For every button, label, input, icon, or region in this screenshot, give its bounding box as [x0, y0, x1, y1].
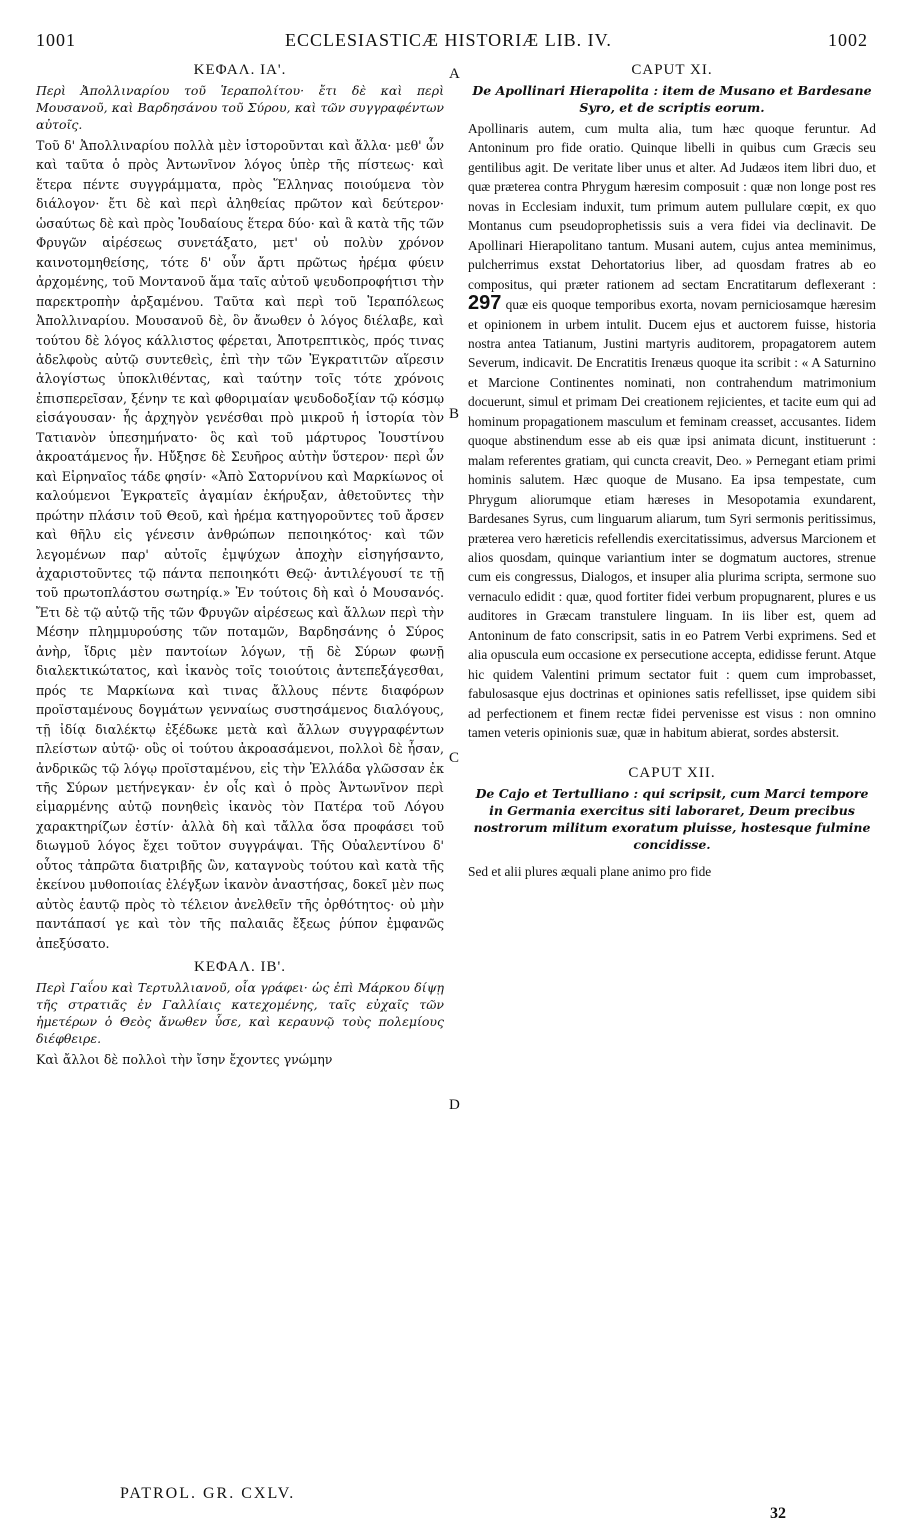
latin-column [468, 62, 876, 881]
greek-chapter-12-text: Καὶ ἄλλοι δὲ πολλοὶ τὴν ἴσην ἔχοντες γνώμην [36, 1052, 333, 1068]
greek-chapter-11-text: Τοῦ δ' Ἀπολλιναρίου πολλὰ μὲν ἱστοροῦνται καὶ ἄλλα· μεθ' ὧν καὶ ταῦτα ὁ πρὸς Ἀντωνῖνον λόγος ὑπὲρ τῆς πίστεως· καὶ ἕτερα πέντε συγγράμματα, πρὸς Ἕλληνας ποιούμενα τὸν διάλογον· ἔτι δὲ καὶ περὶ ἀληθείας πρῶτον καὶ δεύτερον· ὡσαύτως δὲ καὶ πρὸς Ἰουδαίους ἕτερα δύο· καὶ ἃ κατὰ τῆς τῶν Φρυγῶν αἱρέσεως συνετάξατο, μετ' οὐ πολὺν χρόνον καινοτομηθείσης, τότε δ' οὖν ἄρτι πρῶτως ἠρέμα φύειν ἀρχομένης, τοῦ Μοντανοῦ ἅμα ταῖς αὐτοῦ ψευδοπροφήτισι τὴν παρεκτροπὴν ἀρξαμένου. Ταῦτα καὶ περὶ τοῦ Ἱεραπόλεως Ἀπολλιναρίου. Μουσανοῦ δὲ, ὃν ἄνωθεν ὁ λόγος διέλαβε, καὶ τούτου δὲ λόγος κάλλιστος φέρεται, Ἀποτρεπτικὸς, πρός τινας ἀδελφοὺς αὐτῷ συντεθεὶς, ἐπὶ τὴν τῶν Ἐγκρατιτῶν αἵρεσιν ἀλογίστως ὑποκλιθέντας, καὶ ταύτην τοῖς τότε χρόνοις ἐπισπερεῖσαν, ξένην τε καὶ φθοριμαίαν ψευδοδοξίαν τῷ κόσμῳ εἰσάγουσαν· ἧς ἀρχηγὸν γενέσθαι πρὸ μικροῦ ἡ ἱστορία τὸν Τατιανὸν ὑπεσημήνατο· ὃς καὶ τοῦ μάρτυρος Ἰουστίνου ἀκροατάμενος ἦν. Ηὔξησε δὲ Σευῆρος αὐτὴν ὕστερον· περὶ ὧν καὶ Εἰρηναῖος τάδε φησίν· «Ἀπὸ Σατορνίνου καὶ Μαρκίωνος οἱ καλούμενοι Ἐγκρατεῖς ἀγαμίαν ἐκήρυξαν, ἀθετοῦντες τὴν πρώτην πλάσιν τοῦ Θεοῦ, καὶ ἠρέμα κατηγοροῦντες τοῦ ἄρσεν καὶ θῆλυ εἰς γένεσιν ἀνθρώπων πεποιηκότος· καὶ τῶν λεγομένων παρ' αὐτοῖς ἐμψύχων ἀποχὴν εἰσηγήσαντο, ἀχαριστοῦντες τῷ πάντα πεποιηκότι Θεῷ· ἀντιλέγουσί τε τῇ τοῦ πρωτοπλάστου σωτηρίᾳ.» Ἐν τούτοις δὴ καὶ ὁ Μουσανός. Ἔτι δὲ τῷ αὐτῷ τῆς τῶν Φρυγῶν αἱρέσεως καὶ ἄλλων περὶ τὴν Μέσην πλημμυρούσης τῶν ποταμῶν, Βαρδησάνης ὁ Σύρος ἀνὴρ, ἴδρις μὲν παντοίων λόγων, τῇ δὲ Σύρων φωνῇ διαλεκτικώτατος, καὶ ἱκανὸς τοῖς τοιούτοις ἀντεπεξάγεσθαι, πρός τε Μαρκίωνα καὶ τινας ἄλλους πέντε διαφόρων προϊσταμένους δογμάτων γενναίως συστησάμενος διαλόγους, τῇ ἰδίᾳ διαλέκτῳ ἐξέδωκε μετὰ καὶ ἄλλων συγγραφέντων πλείστων αὐτῷ· οὓς οἱ τούτου ἀκροασάμενοι, πολλοὶ δὲ ἦσαν, ἀνδρικῶς τῷ λόγῳ προϊσταμένου, εἰς τὴν Ἑλλάδα γλῶσσαν ἐκ τῆς Σύρων μετήνεγκαν· ἐν οἷς καὶ ὁ πρὸς Ἀντωνῖνον περὶ εἱμαρμένης αὐτῷ πονηθεὶς ἱκανὸς τὸν Πατέρα τοῦ Λόγου χαρακτηρίζων ἐστίν· ἀλλὰ δὴ καὶ τἄλλα ὅσα προφάσει τοῦ διωγμοῦ λόγος ἔχει τοῦτον συγγράψαι. Τῆς Οὐαλεντίνου δ' οὗτος τἀπρῶτα διατριβῆς ὢν, καταγνοὺς τούτου καὶ κατὰ τῆς ἐκείνου μυθοποιίας ἐλέγξων ἱκανὸν ἀναστήσας, δοκεῖ μὲν πως αὐτὸς ἑαυτῷ πρὸς τὸ τέλειον ἀνελθεῖν τῆς ὀρθότητος· οὐ μὴν παντάπασί γε καὶ τὸν τῆς παλαιᾶς ἔξεως ῥύπον ἐμφανῶς ἀπεξύσατο. [36, 138, 444, 951]
greek-chapter-12-summary: Περὶ Γαΐου καὶ Τερτυλλιανοῦ, οἷα γράφει· ὡς ἐπὶ Μάρκου δίψῃ τῆς στρατιᾶς ἐν Γαλλίαις κατεχομένης, ταῖς εὐχαῖς τῶν ἡμετέρων ὁ Θεὸς ἄνωθεν ὗσε, καὶ κεραυνῷ τοὺς πολεμίους διέφθειρε. [36, 980, 444, 1047]
running-title: ECCLESIASTICÆ HISTORIÆ LIB. IV. [285, 30, 612, 50]
latin-chapter-11-summary: De Apollinari Hierapolita : item de Musano et Bardesane Syro, et de scriptis eorum. [472, 83, 872, 115]
signature-number: 32 [770, 1505, 786, 1522]
page-number-right: 1002 [828, 30, 868, 50]
greek-column [36, 62, 444, 1069]
latin-chapter-11-text [468, 119, 876, 743]
latin-chapter-11-title: CAPUT XI. [631, 62, 713, 78]
greek-chapter-11-summary: Περὶ Ἀπολλιναρίου τοῦ Ἱεραπολίτου· ἔτι δὲ καὶ περὶ Μουσανοῦ, καὶ Βαρδησάνου τοῦ Σύρου, καὶ τῶν συγγραφέντων αὐτοῖς. [36, 83, 444, 132]
margin-marker-d: D [449, 1097, 460, 1113]
margin-marker-a: A [449, 66, 460, 82]
margin-marker-c: C [449, 750, 460, 766]
column-number: 297 [468, 292, 502, 315]
margin-marker-b: B [449, 406, 460, 422]
latin-chapter-12-summary: De Cajo et Tertulliano : qui scripsit, cum Marci tempore in Germania exercitus siti laboraret, Deum precibus nostrorum militum exoratum pluisse, hostesque fulmine concidisse. [473, 785, 871, 852]
latin-chapter-11-text-part1: Apollinaris autem, cum multa alia, tum hæc quoque feruntur. Ad Antoninum pro fide oratio. Quinque libelli in quibus cum Græcis seu gentilibus agit. De veritate liber unus et alter. Ad Judæos item libri duo, et quæ præterea contra Phrygum hæresim composuit : quæ non longe post res novas in Ecclesiam induxit, tum primum autem pullulare cœpit, ex quo Montanus cum pseudoprophetissis suis a vera fidei via declinavit. De Apollinari Hierapolitano tantum. Musani autem, cujus antea meminimus, pulcherrimus exstat Dehortatorius liber, ad quosdam fratres ab eo compositus, qui præter rationem ad sectam Encratitarum deflexerant : [468, 121, 876, 292]
page-number-left: 1001 [36, 30, 76, 50]
latin-chapter-12-title: CAPUT XII. [628, 764, 716, 781]
volume-footer: PATROL. GR. CXLV. [120, 1485, 296, 1502]
latin-chapter-12-text: Sed et alii plures æquali plane animo pro fide [468, 863, 712, 879]
greek-chapter-12-title: ΚΕΦΑΛ. ΙΒ'. [194, 959, 286, 976]
greek-chapter-11-title: ΚΕΦΑΛ. ΙΑ'. [193, 62, 287, 78]
running-header [0, 30, 907, 54]
latin-chapter-11-text-part2: quæ eis quoque temporibus exorta, novam perniciosamque hæresim et opinionem in urbem intulit. Ducem ejus et auctorem fuisse, historia nostra antea Tatianum, Justini martyris auditorem, propagatorem autem Severum, indicavit. De Encratitis Irenæus quoque ita scribit : « A Saturnino et Marcione Continentes nominati, non contrahendum matrimonium docuerunt, simul et primam Dei creationem rejicientes, et tacite eum qui ad hominum propagationem masculum et feminam creasset, accusantes. Iidem quoque abstinendum esse ab eis quæ ipsi animata dicunt, instituerunt : malam referentes gratiam, qui cuncta creavit, Deo. » Pernegant etiam primi hominis salutem. Hæc quoque de Musano. Ea ipsa tempestate, cum Phrygum aliorumque etiam hæreses in Mesopotamia exundarent, Bardesanes Syrus, cum linguarum aliarum, tum Syri sermonis peritissimus, præterea vero hæreticis refellendis exercitatissimus, adversus Marcionem et alios quosdam, quinque variantium inter se dogmatum auctores, strenue cum eis congressus, Dialogos, et insuper alia plurima scripta, sermone suo vernaculo edidit : quæ, quod fortiter fidei verbum propugnarent, plures e us auditores in Græcam transtulere linguam. In iis liber est, quem ad Antoninum de fato conscripsit, satis in eo Patrem Verbi exprimens. Sed et alia opuscula eum occasione ex persecutione accepta, edidisse ferunt. Atque hic quidem Valentini primum sectator fuit : quem cum improbasset, fabulosasque ejus doctrinas et opiniones satis refellisset, ipse quidem sibi ad perfectionem et finem rectæ fidei pervenisse est visus : non omnino tamen veteris opinionis suæ, quæ in habitum abierat, sordes abstersit. [468, 297, 876, 741]
